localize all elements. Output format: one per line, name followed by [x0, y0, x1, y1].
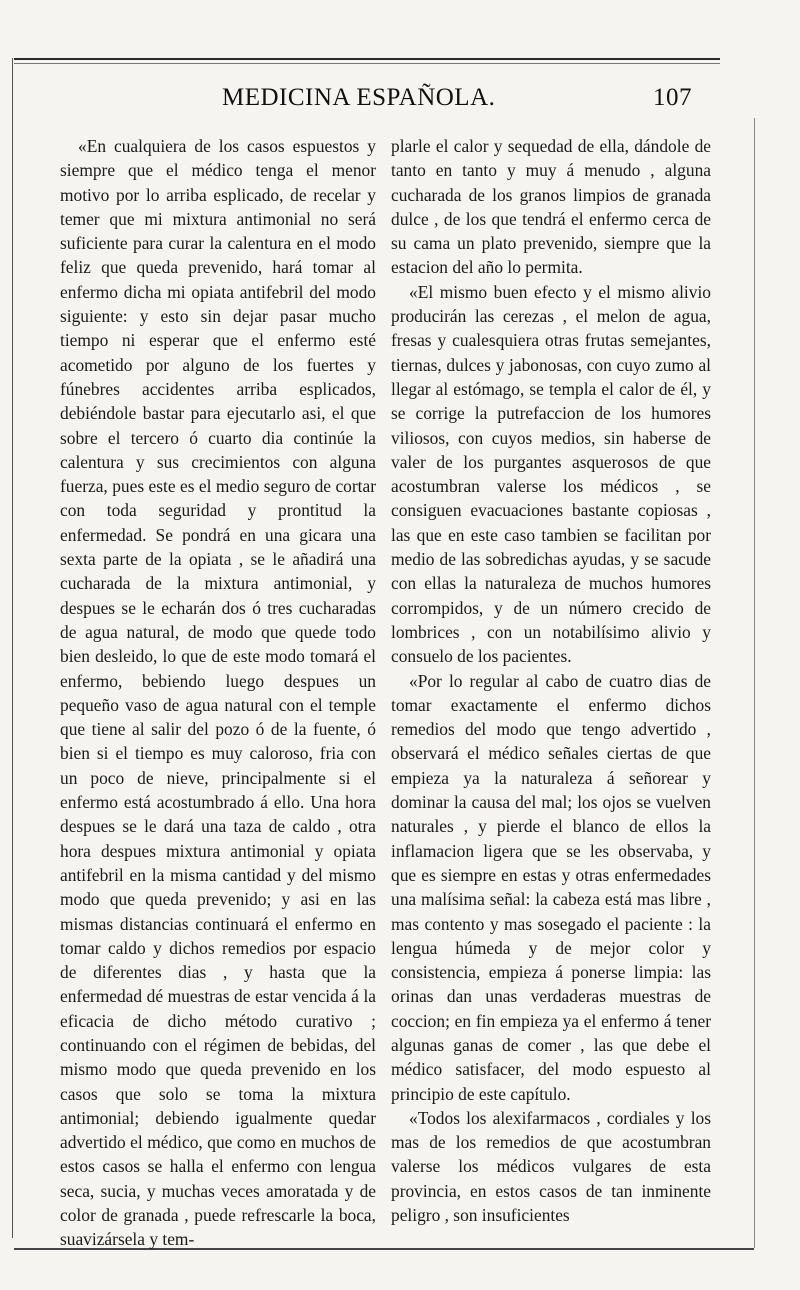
right-paragraph-3: «Por lo regular al cabo de cuatro dias de tomar exactamente el enfermo dichos remedios del modo que tengo advertido , observará el médico señales ciertas de que empieza ya la naturaleza á señorear y dominar la causa del mal; los ojos se vuelven naturales , y pierde el blanco de ellos la inflamacion ligera que se les observaba, y que es siempre en estas y otras enfermedades una malísima señal: la cabeza está mas libre , mas contento y mas sosegado el paciente : la lengua húmeda y de mejor color y consistencia, empieza á ponerse limpia: las orinas dan unas verdaderas muestras de coccion; en fin empieza ya el enfermo á tener algunas ganas de comer , las que debe el médico satisfacer, del modo espuesto al principio de este capítulo.: [391, 670, 711, 1104]
running-title: MEDICINA ESPAÑOLA.: [222, 84, 496, 111]
left-page-edge: [12, 58, 13, 1238]
top-rule-thin: [14, 63, 720, 64]
right-paragraph-4: «Todos los alexifarmacos , cordiales y los mas de los remedios de que acostumbran valerse los médicos vulgares de esta provincia, en estos casos de tan inminente peligro , son insuficientes: [391, 1107, 711, 1226]
top-rule: [14, 58, 720, 60]
right-paragraph-1: plarle el calor y sequedad de ella, dándole de tanto en tanto y muy á menudo , alguna cucharada de los granos limpios de granada dulce , de los que tendrá el enfermo cerca de su cama un plato prevenido, siempre que la estacion del año lo permita.: [391, 136, 711, 278]
left-paragraph-1: «En cualquiera de los casos espuestos y siempre que el médico tenga el menor motivo por lo arriba esplicado, de recelar y temer que mi mixtura antimonial no será suficiente para curar la calentura en el modo feliz que queda prevenido, hará tomar al enfermo dicha mi opiata antifebril del modo siguiente: y esto sin dejar pasar mucho tiempo ni esperar que el enfermo esté acometido por alguno de los fuertes y fúnebres accidentes arriba esplicados, debiéndole bastar para ejecutarlo asi, el que sobre el tercero ó cuarto dia continúe la calentura y sus crecimientos con alguna fuerza, pues este es el medio seguro de cortar con toda seguridad y prontitud la enfermedad. Se pondrá en una gicara una sexta parte de la opiata , se le añadirá una cucharada de la mixtura antimonial, y despues se le echarán dos ó tres cucharadas de agua natural, de modo que quede todo bien desleido, lo que de este modo tomará el enfermo, bebiendo luego despues un pequeño vaso de agua natural con el temple que tiene al salir del pozo ó de la fuente, ó bien si el tiempo es muy caloroso, fria con un poco de nieve, principalmente si el enfermo está acostumbrado á ello. Una hora despues se le dará una taza de caldo , otra hora despues mixtura antimonial y opiata antifebril en la misma cantidad y del mismo modo que queda prevenido; y asi en las mismas distancias continuará el enfermo en tomar caldo y dichos remedios por espacio de diferentes dias , y hasta que la enfermedad dé muestras de estar vencida á la eficacia de dicho método curativo ; continuando con el régimen de bebidas, del mismo modo que queda prevenido en los casos que solo se toma la mixtura antimonial; debiendo igualmente quedar advertido el médico, que como en muchos de estos casos se halla el enfermo con lengua seca, sucia, y muchas veces amoratada y de color de granada , puede refrescarle la boca, suavizársela y tem-: [60, 136, 376, 1250]
right-text-column: [391, 134, 711, 1227]
right-page-edge: [754, 118, 755, 1248]
left-text-column: [60, 134, 376, 1252]
page-header: [222, 84, 692, 124]
page-number: 107: [653, 84, 692, 111]
right-paragraph-2: «El mismo buen efecto y el mismo alivio producirán las cerezas , el melon de agua, fresas y cualesquiera otras frutas semejantes, tiernas, dulces y jabonosas, con cuyo zumo al llegar al estómago, se templa el calor de él, y se corrige la putrefaccion de los humores viliosos, con cuyos medios, sin haberse de valer de los purgantes asquerosos de que acostumbran valerse los médicos , se consiguen evacuaciones bastante copiosas , las que en este caso tambien se facilitan por medio de las sobredichas ayudas, y se sacude con ellas la naturaleza de muchos humores corrompidos, y de un número crecido de lombrices , con un notabilísimo alivio y consuelo de los pacientes.: [391, 281, 711, 667]
